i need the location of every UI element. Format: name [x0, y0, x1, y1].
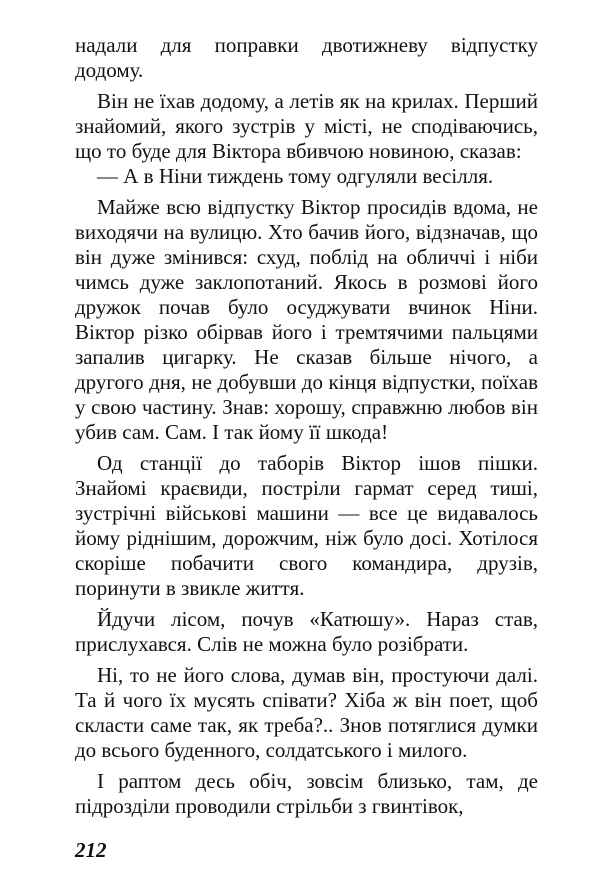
dialogue-line: — А в Ніни тиждень тому одгуляли весілля. — [97, 164, 494, 188]
paragraph: І раптом десь обіч, зовсім близько, там, де підрозділи проводили стрільби з гвинтівок, — [75, 769, 538, 818]
page-number: 212 — [75, 838, 107, 862]
paragraph-continuation: надали для поправки двотижневу відпустку додому. — [75, 33, 538, 82]
paragraph: Йдучи лісом, почув «Катюшу». Нараз став, прислухався. Слів не можна було розібрати. — [75, 607, 538, 656]
paragraph: Од станції до таборів Віктор ішов пішки. Знайомі краєвиди, постріли гармат серед тиші, зустрічні військові машини — все це видавалось йому ріднішим, дорожчим, ніж було досі. Хотілося скоріше побачити свого командира, друзів, поринути в звикле життя. — [75, 451, 538, 600]
paragraph: Майже всю відпустку Віктор просидів вдома, не виходячи на вулицю. Хто бачив його, відзначав, що він дуже змінився: схуд, поблід на обличчі і ніби чимсь дуже заклопотаний. Якось в розмові його дружок почав було осуджувати вчинок Ніни. Віктор різко обірвав його і тремтячими пальцями запалив цигарку. Не сказав більше нічого, а другого дня, не добувши до кінця відпустки, поїхав у свою частину. Знав: хорошу, справжню любов він убив сам. Сам. І так йому її шкода! — [75, 195, 538, 444]
paragraph: Ні, то не його слова, думав він, простуючи далі. Та й чого їх мусять співати? Хіба ж він поет, щоб скласти саме так, як треба?.. Знов потяглися думки до всього буденного, солдатського і милого. — [75, 663, 538, 762]
paragraph: Він не їхав додому, а летів як на крилах. Перший знайомий, якого зустрів у місті, не сподіваючись, що то буде для Віктора вбивчою новиною, сказав: — [75, 89, 538, 163]
